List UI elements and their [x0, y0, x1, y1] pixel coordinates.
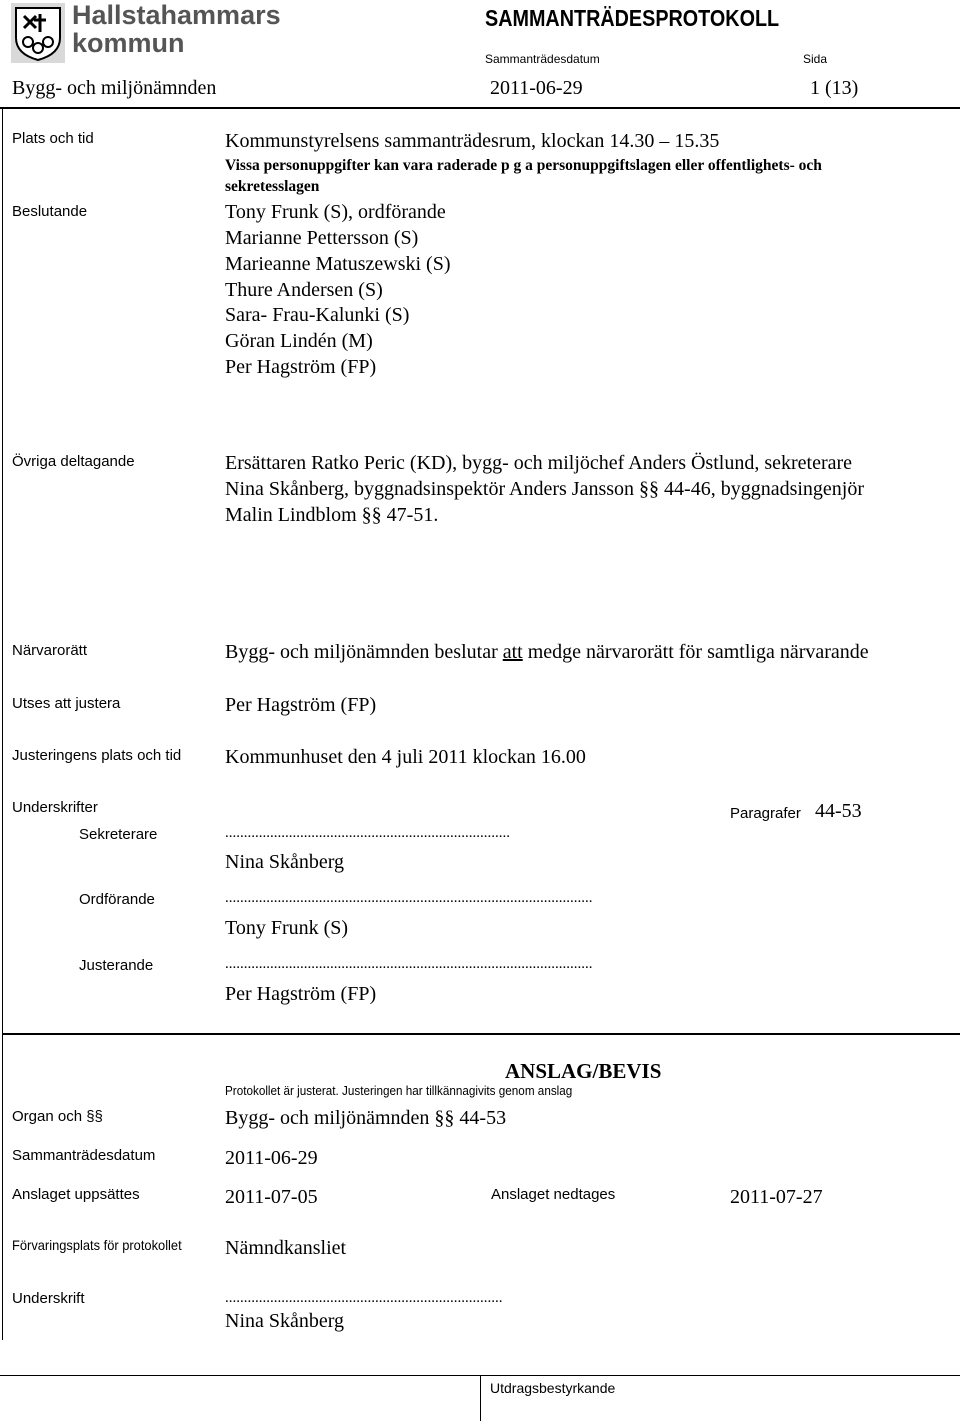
others-line: Ersättaren Ratko Peric (KD), bygg- och miljöchef Anders Östlund, sekreterare — [225, 452, 853, 474]
notice-signature-label: Underskrift — [12, 1290, 85, 1307]
removed-value: 2011-07-27 — [730, 1186, 823, 1208]
deciding-member: Thure Andersen (S) — [225, 279, 383, 301]
extract-certification-label: Utdragsbestyrkande — [490, 1380, 616, 1396]
committee-name: Bygg- och miljönämnden — [12, 77, 217, 99]
deciding-member: Tony Frunk (S), ordförande — [225, 201, 446, 223]
notice-subtitle: Protokollet är justerat. Justeringen har tillkännagivits genom anslag — [225, 1083, 573, 1098]
presence-text-att: att — [502, 641, 523, 663]
organ-label: Organ och §§ — [12, 1108, 103, 1125]
left-border-main — [2, 107, 3, 1033]
organ-value: Bygg- och miljönämnden §§ 44-53 — [225, 1107, 507, 1129]
secretary-label: Sekreterare — [79, 826, 158, 843]
storage-value: Nämndkansliet — [225, 1237, 347, 1259]
municipality-name-line1: Hallstahammars — [72, 0, 281, 30]
meeting-date: 2011-06-29 — [490, 77, 583, 99]
removed-label: Anslaget nedtages — [491, 1186, 616, 1203]
presence-label: Närvarorätt — [12, 642, 88, 659]
adjuster-label: Utses att justera — [12, 695, 121, 712]
municipality-name-line2: kommun — [72, 28, 185, 58]
secretary-name: Nina Skånberg — [225, 851, 345, 873]
storage-label: Förvaringsplats för protokollet — [12, 1237, 182, 1253]
notice-date-value: 2011-06-29 — [225, 1147, 318, 1169]
posted-label: Anslaget uppsättes — [12, 1186, 140, 1203]
privacy-notice-line2: sekretesslagen — [225, 178, 320, 195]
deciding-member: Göran Lindén (M) — [225, 330, 373, 352]
footer-extract-border — [480, 1375, 481, 1421]
privacy-notice-line1: Vissa personuppgifter kan vara raderade p g a personuppgiftslagen eller offentlighets- och — [225, 157, 822, 174]
notice-date-label: Sammanträdesdatum — [12, 1147, 156, 1164]
adjust-place-label: Justeringens plats och tid — [12, 747, 182, 764]
chair-signature-line: .................................................................................................. — [225, 890, 593, 906]
notice-signature-name: Nina Skånberg — [225, 1310, 345, 1332]
adjuster-value: Per Hagström (FP) — [225, 694, 377, 716]
others-line: Nina Skånberg, byggnadsinspektör Anders Jansson §§ 44-46, byggnadsingenjör — [225, 478, 865, 500]
meeting-date-label: Sammanträdesdatum — [485, 52, 600, 66]
chair-label: Ordförande — [79, 891, 155, 908]
coat-of-arms-icon — [10, 2, 66, 64]
adjuster-signature-line: .................................................................................................. — [225, 956, 593, 972]
place-label: Plats och tid — [12, 130, 94, 147]
deciding-member: Sara- Frau-Kalunki (S) — [225, 304, 410, 326]
others-line: Malin Lindblom §§ 47-51. — [225, 504, 439, 526]
document-title: SAMMANTRÄDESPROTOKOLL — [485, 5, 780, 31]
page-label: Sida — [803, 52, 828, 66]
paragraphs-value: 44-53 — [815, 800, 862, 822]
place-value: Kommunstyrelsens sammanträdesrum, klockan 14.30 – 15.35 — [225, 130, 720, 152]
adjust-place-value: Kommunhuset den 4 juli 2011 klockan 16.00 — [225, 746, 586, 768]
notice-title: ANSLAG/BEVIS — [505, 1059, 662, 1083]
deciding-label: Beslutande — [12, 203, 88, 220]
signatures-label: Underskrifter — [12, 799, 98, 816]
posted-value: 2011-07-05 — [225, 1186, 318, 1208]
presence-text-pre: Bygg- och miljönämnden beslutar — [225, 641, 503, 663]
left-border-notice — [2, 1035, 3, 1340]
notice-signature-line: .......................................................................... — [225, 1290, 503, 1306]
chair-name: Tony Frunk (S) — [225, 917, 349, 939]
others-label: Övriga deltagande — [12, 453, 135, 470]
header-divider — [0, 107, 960, 109]
adjuster-sign-label: Justerande — [79, 957, 154, 974]
municipality-logo — [10, 0, 281, 66]
deciding-member: Marianne Pettersson (S) — [225, 227, 419, 249]
paragraphs-label: Paragrafer — [730, 805, 801, 822]
presence-text-post: medge närvarorätt för samtliga närvarande — [522, 641, 869, 663]
signatures-divider — [2, 1033, 960, 1035]
page-number: 1 (13) — [810, 77, 859, 99]
deciding-member: Per Hagström (FP) — [225, 356, 377, 378]
presence-decision — [225, 641, 869, 664]
adjuster-sign-name: Per Hagström (FP) — [225, 983, 377, 1005]
deciding-member: Marieanne Matuszewski (S) — [225, 253, 451, 275]
secretary-signature-line: ............................................................................ — [225, 825, 510, 841]
